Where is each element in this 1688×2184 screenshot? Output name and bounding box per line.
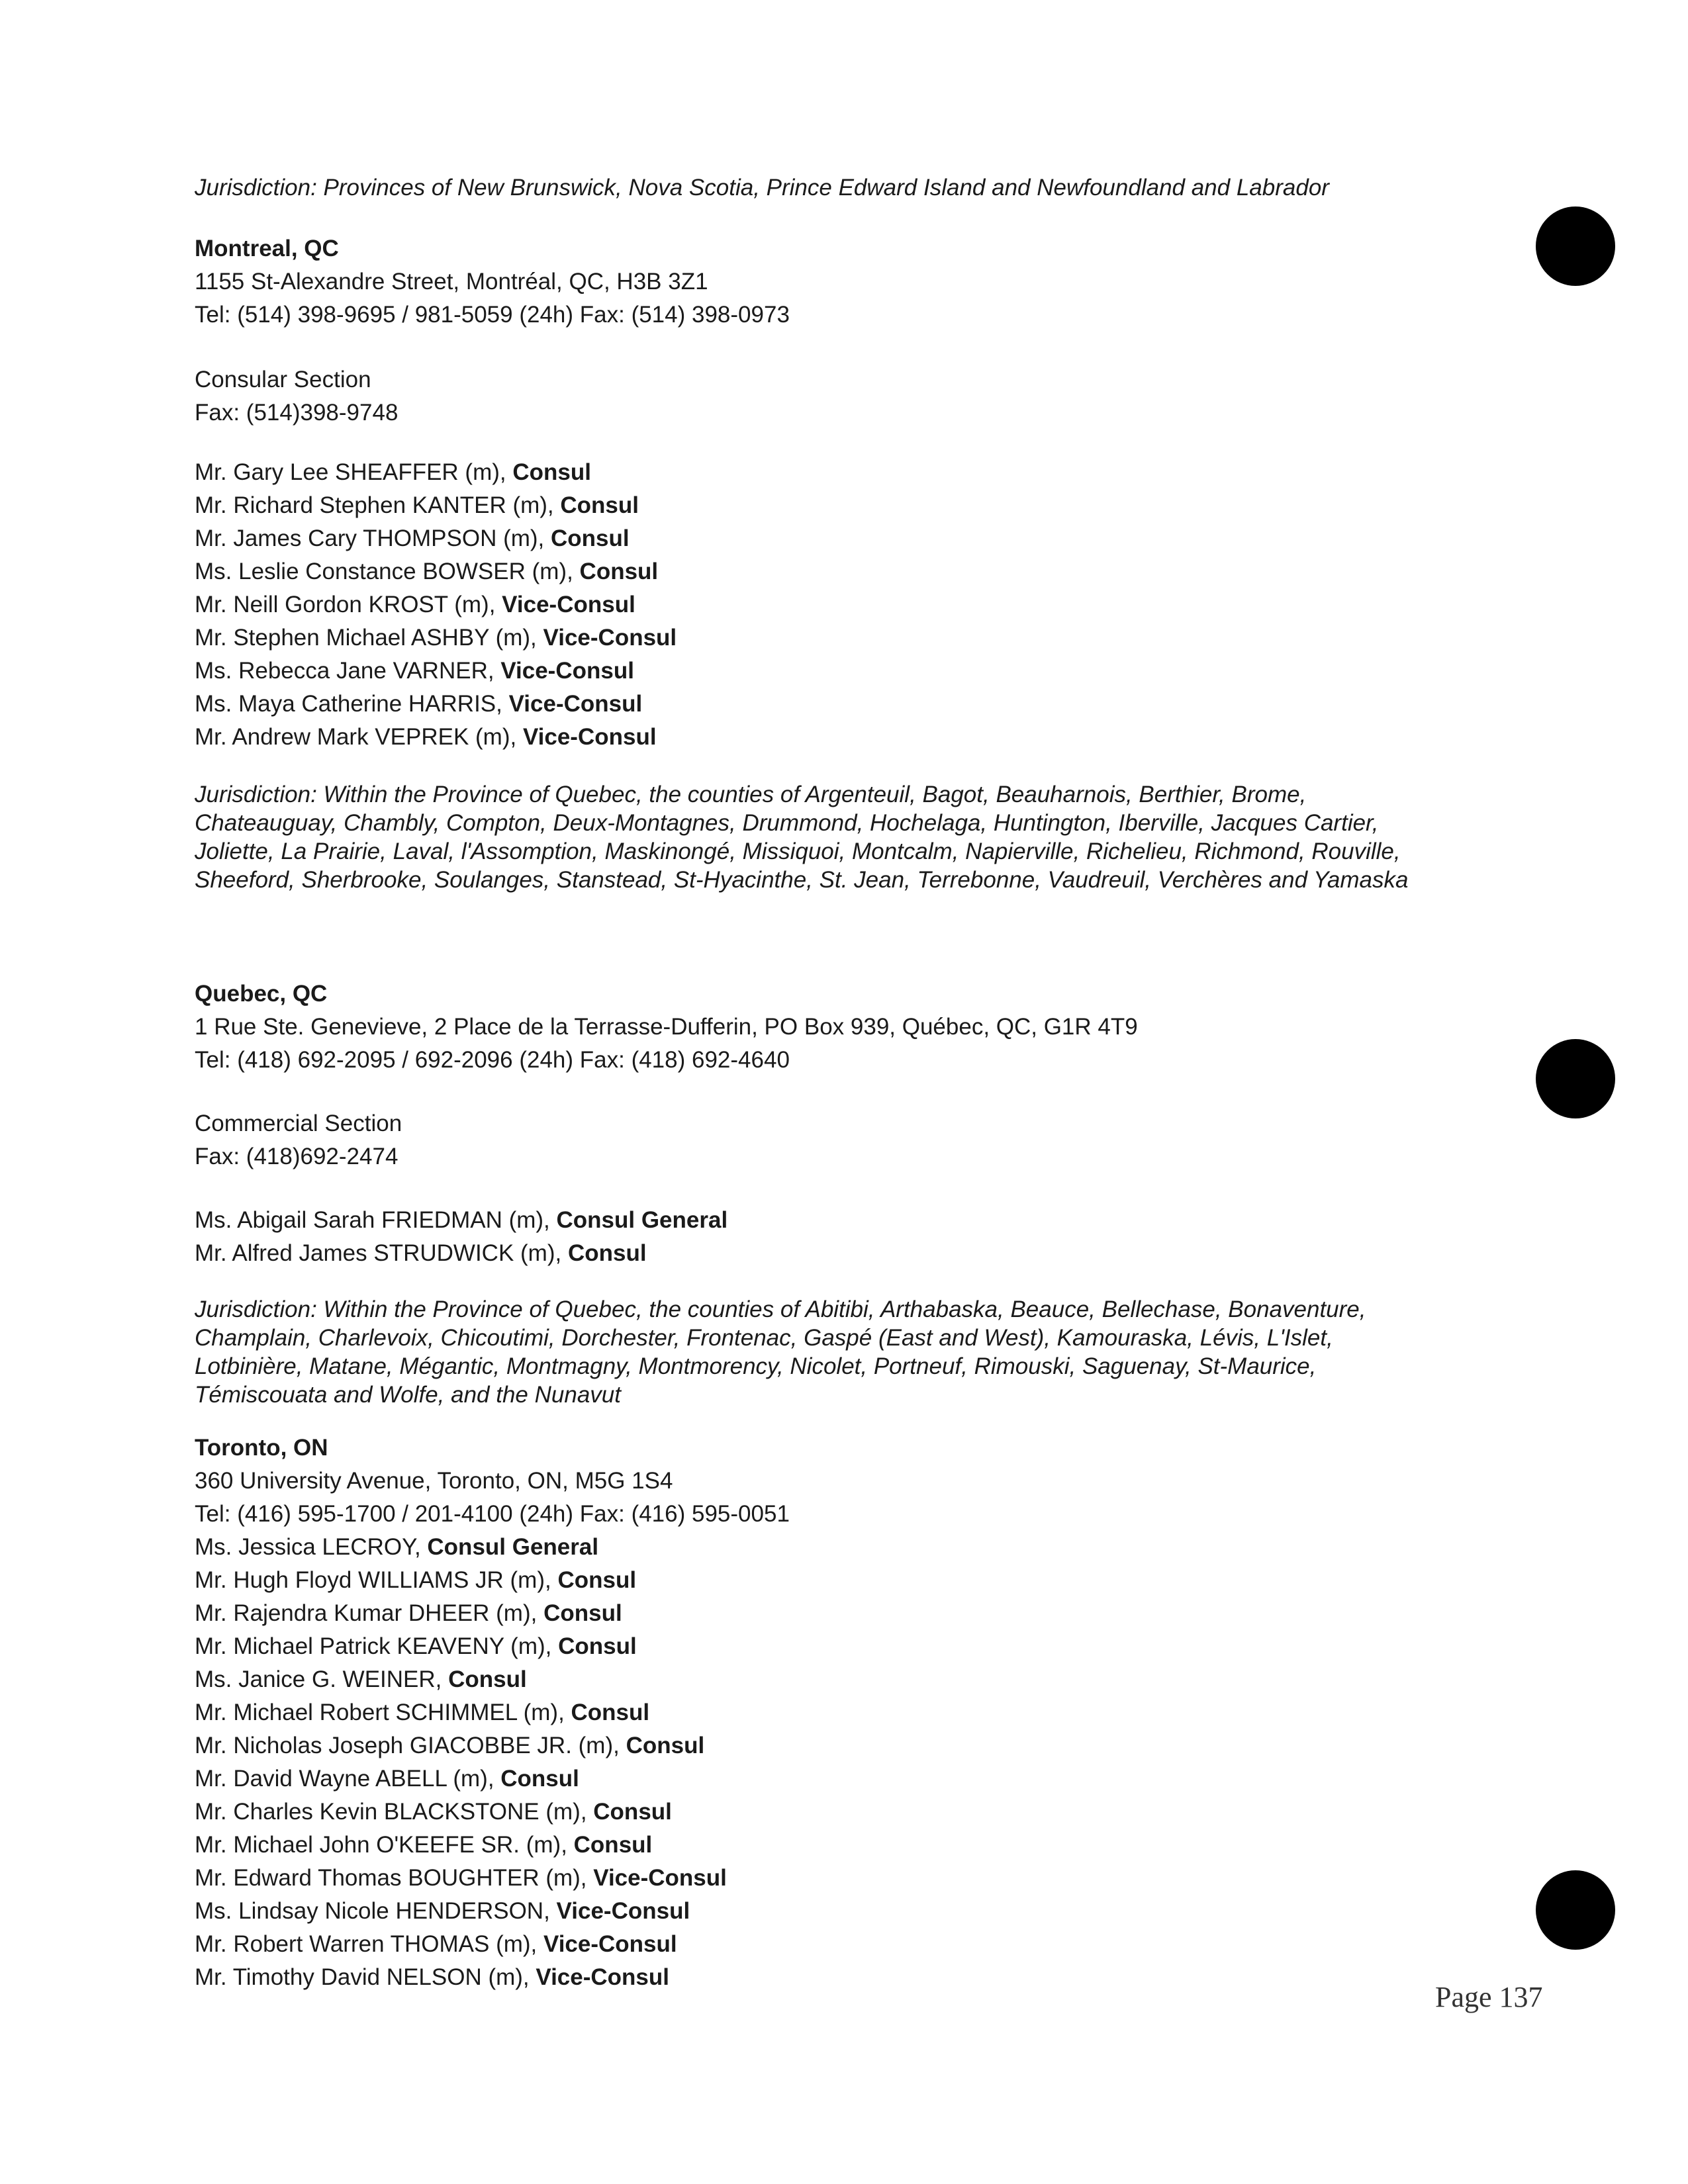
staff-entry [195, 1895, 1519, 1928]
staff-name: Mr. Rajendra Kumar DHEER (m), [195, 1600, 544, 1626]
staff-title: Vice-Consul [502, 592, 635, 617]
staff-entry [195, 1961, 1519, 1994]
staff-entry [195, 588, 1519, 621]
staff-name: Mr. Nicholas Joseph GIACOBBE JR. (m), [195, 1733, 626, 1758]
page-number: Page 137 [1435, 1981, 1543, 2013]
staff-entry [195, 1796, 1519, 1829]
staff-title: Consul [512, 459, 591, 485]
staff-title: Consul [593, 1799, 672, 1825]
tel-quebec: Tel: (418) 692-2095 / 692-2096 (24h) Fax: (418) 692-4640 [195, 1047, 790, 1073]
staff-title: Vice-Consul [556, 1898, 690, 1924]
staff-name: Mr. Charles Kevin BLACKSTONE (m), [195, 1799, 594, 1825]
staff-name: Mr. Gary Lee SHEAFFER (m), [195, 459, 513, 485]
staff-name: Mr. Michael John O'KEEFE SR. (m), [195, 1832, 574, 1858]
jurisdiction-line: Lotbinière, Matane, Mégantic, Montmagny, Montmorency, Nicolet, Portneuf, Rimouski, Saguenay, St-Maurice, [195, 1353, 1317, 1379]
staff-title: Consul General [556, 1207, 728, 1233]
office-title-toronto: Toronto, ON [195, 1435, 328, 1461]
staff-name: Ms. Maya Catherine HARRIS, [195, 691, 509, 717]
staff-entry [195, 1829, 1519, 1862]
staff-name: Mr. Michael Robert SCHIMMEL (m), [195, 1700, 571, 1725]
staff-name: Mr. Edward Thomas BOUGHTER (m), [195, 1865, 594, 1891]
jurisdiction-quebec [195, 1295, 1519, 1409]
office-title-quebec: Quebec, QC [195, 981, 328, 1007]
staff-title: Consul [543, 1600, 622, 1626]
staff-title: Consul [626, 1733, 705, 1758]
staff-entry [195, 555, 1519, 588]
tel-montreal: Tel: (514) 398-9695 / 981-5059 (24h) Fax: (514) 398-0973 [195, 302, 790, 328]
staff-entry [195, 688, 1519, 721]
staff-title: Consul [500, 1766, 579, 1792]
staff-name: Mr. Timothy David NELSON (m), [195, 1964, 536, 1990]
staff-name: Mr. Robert Warren THOMAS (m), [195, 1931, 543, 1957]
staff-title: Consul [448, 1666, 527, 1692]
staff-title: Consul [573, 1832, 653, 1858]
staff-title: Vice-Consul [522, 724, 657, 750]
jurisdiction-montreal [195, 780, 1519, 894]
staff-title: Consul [551, 525, 630, 551]
jurisdiction-line: Joliette, La Prairie, Laval, l'Assomption, Maskinongé, Missiquoi, Montcalm, Napierville, Richelieu, Richmond, Rouville, [195, 839, 1401, 864]
jurisdiction-line: Champlain, Charlevoix, Chicoutimi, Dorchester, Frontenac, Gaspé (East and West), Kamouraska, Lévis, L'Islet, [195, 1325, 1333, 1351]
staff-name: Mr. James Cary THOMPSON (m), [195, 525, 551, 551]
section-fax-quebec: Fax: (418)692-2474 [195, 1144, 399, 1169]
staff-entry [195, 1696, 1519, 1729]
staff-entry [195, 489, 1519, 522]
staff-title: Consul [571, 1700, 650, 1725]
staff-entry [195, 721, 1519, 754]
address-quebec: 1 Rue Ste. Genevieve, 2 Place de la Terrasse-Dufferin, PO Box 939, Québec, QC, G1R 4T9 [195, 1014, 1138, 1040]
jurisdiction-line: Jurisdiction: Within the Province of Quebec, the counties of Abitibi, Arthabaska, Beauce, Bellechase, Bonaventure, [195, 1297, 1366, 1322]
staff-name: Mr. Richard Stephen KANTER (m), [195, 492, 561, 518]
staff-list-quebec [195, 1204, 1519, 1270]
staff-entry [195, 1928, 1519, 1961]
staff-entry [195, 1597, 1519, 1630]
staff-list-montreal [195, 456, 1519, 754]
staff-title: Vice-Consul [543, 625, 677, 651]
office-title-montreal: Montreal, QC [195, 236, 339, 261]
staff-entry [195, 655, 1519, 688]
staff-name: Mr. Alfred James STRUDWICK (m), [195, 1240, 568, 1266]
staff-title: Vice-Consul [536, 1964, 670, 1990]
staff-name: Ms. Lindsay Nicole HENDERSON, [195, 1898, 557, 1924]
section-quebec: Commercial Section [195, 1111, 402, 1136]
staff-name: Mr. Stephen Michael ASHBY (m), [195, 625, 543, 651]
staff-name: Ms. Jessica LECROY, [195, 1534, 428, 1560]
address-toronto: 360 University Avenue, Toronto, ON, M5G 1S4 [195, 1468, 673, 1494]
tel-toronto: Tel: (416) 595-1700 / 201-4100 (24h) Fax: (416) 595-0051 [195, 1501, 790, 1527]
punch-hole-bottom [1536, 1870, 1615, 1950]
toronto-section [195, 1432, 1519, 1994]
jurisdiction-line: Chateauguay, Chambly, Compton, Deux-Montagnes, Drummond, Hochelaga, Huntington, Iberville, Jacques Cartier, [195, 810, 1379, 836]
staff-name: Ms. Janice G. WEINER, [195, 1666, 449, 1692]
staff-entry [195, 1204, 1519, 1237]
staff-title: Consul [579, 559, 659, 584]
staff-title: Consul General [427, 1534, 599, 1560]
staff-entry [195, 1862, 1519, 1895]
staff-name: Mr. Neill Gordon KROST (m), [195, 592, 502, 617]
punch-hole-middle [1536, 1039, 1615, 1118]
staff-name: Ms. Rebecca Jane VARNER, [195, 658, 501, 684]
staff-title: Vice-Consul [543, 1931, 677, 1957]
staff-title: Consul [567, 1240, 647, 1266]
jurisdiction-line: Sheeford, Sherbrooke, Soulanges, Stanstead, St-Hyacinthe, St. Jean, Terrebonne, Vaudreuil, Verchères and Yamaska [195, 867, 1409, 893]
staff-name: Mr. David Wayne ABELL (m), [195, 1766, 501, 1792]
staff-entry [195, 621, 1519, 655]
staff-entry [195, 1663, 1519, 1696]
staff-name: Ms. Abigail Sarah FRIEDMAN (m), [195, 1207, 557, 1233]
jurisdiction-line: Jurisdiction: Within the Province of Quebec, the counties of Argenteuil, Bagot, Beauharnois, Berthier, Brome, [195, 782, 1307, 807]
staff-entry [195, 1762, 1519, 1796]
staff-entry [195, 522, 1519, 555]
staff-title: Consul [560, 492, 639, 518]
staff-title: Consul [557, 1567, 637, 1593]
staff-entry [195, 1237, 1519, 1270]
quebec-section [195, 978, 1519, 1409]
montreal-section [195, 232, 1519, 894]
staff-name: Mr. Michael Patrick KEAVENY (m), [195, 1633, 559, 1659]
staff-list-toronto [195, 1531, 1519, 1994]
staff-name: Mr. Hugh Floyd WILLIAMS JR (m), [195, 1567, 558, 1593]
staff-title: Consul [558, 1633, 637, 1659]
staff-title: Vice-Consul [508, 691, 643, 717]
staff-entry [195, 1531, 1519, 1564]
section-montreal: Consular Section [195, 367, 371, 392]
staff-entry [195, 456, 1519, 489]
jurisdiction-line: Témiscouata and Wolfe, and the Nunavut [195, 1382, 621, 1408]
section-fax-montreal: Fax: (514)398-9748 [195, 400, 399, 426]
address-montreal: 1155 St-Alexandre Street, Montréal, QC, H3B 3Z1 [195, 269, 708, 295]
staff-entry [195, 1729, 1519, 1762]
page-content [195, 173, 1519, 1994]
staff-entry [195, 1630, 1519, 1663]
staff-name: Ms. Leslie Constance BOWSER (m), [195, 559, 580, 584]
staff-entry [195, 1564, 1519, 1597]
staff-title: Vice-Consul [500, 658, 634, 684]
staff-name: Mr. Andrew Mark VEPREK (m), [195, 724, 523, 750]
jurisdiction-top: Jurisdiction: Provinces of New Brunswick, Nova Scotia, Prince Edward Island and Newfoundland and Labrador [195, 175, 1329, 201]
punch-hole-top [1536, 206, 1615, 286]
staff-title: Vice-Consul [593, 1865, 727, 1891]
